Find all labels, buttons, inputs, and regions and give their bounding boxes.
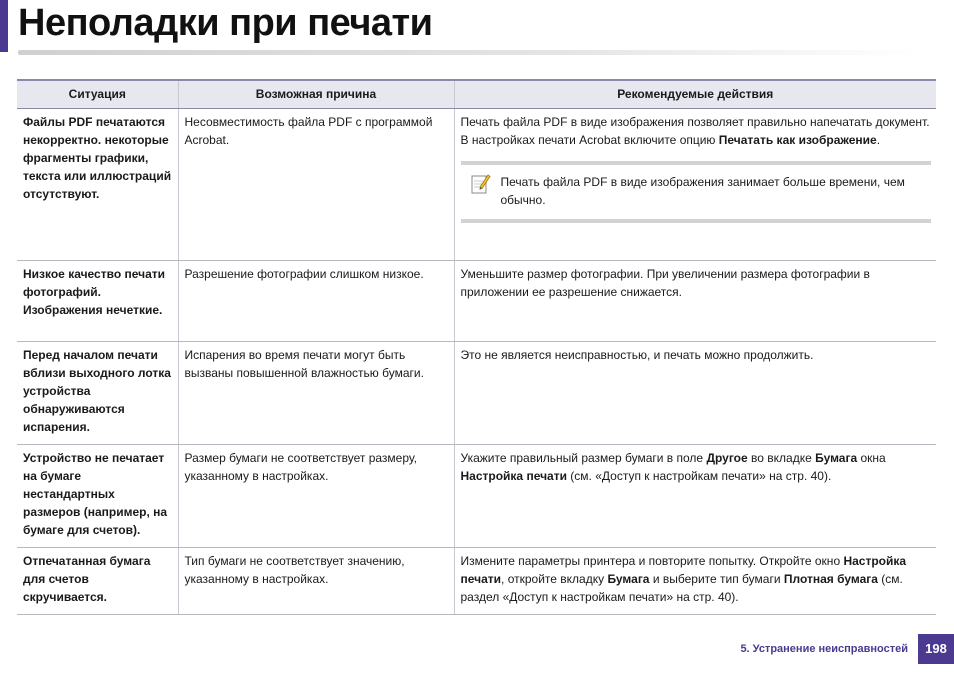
action-cell: Это не является неисправностью, и печать можно продолжить. (454, 341, 936, 444)
header-cause: Возможная причина (178, 80, 454, 108)
action-cell (454, 444, 936, 547)
table-row (17, 547, 936, 614)
action-cell: Уменьшите размер фотографии. При увеличении размера фотографии в приложении ее разрешение снижается. (454, 260, 936, 341)
note-pencil-icon (471, 173, 491, 195)
header-situation: Ситуация (17, 80, 178, 108)
action-cell (454, 108, 936, 260)
action-text: Укажите правильный размер бумаги в поле (460, 450, 707, 465)
action-bold-option: Печатать как изображение (718, 132, 877, 147)
cause-cell: Несовместимость файла PDF с программой Acrobat. (178, 108, 454, 260)
troubleshooting-table (17, 79, 936, 615)
table-row (17, 108, 936, 260)
header-action: Рекомендуемые действия (454, 80, 936, 108)
action-cell (454, 547, 936, 614)
table-header-row (17, 80, 936, 108)
action-bold-paper-type: Плотная бумага (783, 571, 878, 586)
action-bold-window: Настройка печати (460, 468, 567, 483)
title-divider (18, 50, 918, 55)
table-row (17, 341, 936, 444)
action-text: и выберите тип бумаги (649, 571, 784, 586)
cause-cell: Тип бумаги не соответствует значению, указанному в настройках. (178, 547, 454, 614)
cause-cell: Разрешение фотографии слишком низкое. (178, 260, 454, 341)
table-row (17, 260, 936, 341)
action-bold-tab: Бумага (815, 450, 858, 465)
page-title: Неполадки при печати (18, 2, 433, 44)
action-text: во вкладке (747, 450, 816, 465)
table-row (17, 444, 936, 547)
action-bold-tab: Бумага (607, 571, 650, 586)
note-text: Печать файла PDF в виде изображения занимает больше времени, чем обычно. (500, 174, 905, 207)
action-text: (см. раздел «Доступ к настройкам печати» на стр. 40). (460, 571, 903, 604)
action-text: Измените параметры принтера и повторите попытку. Откройте окно (460, 553, 844, 568)
action-bold-window: Настройка печати (460, 553, 907, 586)
action-bold-field: Другое (706, 450, 748, 465)
action-text: , откройте вкладку (501, 571, 608, 586)
page-number-badge: 198 (918, 634, 954, 664)
situation-cell: Перед началом печати вблизи выходного лотка устройства обнаруживаются испарения. (17, 341, 178, 444)
situation-cell: Файлы PDF печатаются некорректно. некоторые фрагменты графики, текста или иллюстраций отсутствуют. (17, 108, 178, 260)
action-text: окна (857, 450, 886, 465)
cause-cell: Размер бумаги не соответствует размеру, указанному в настройках. (178, 444, 454, 547)
action-text: (см. «Доступ к настройкам печати» на стр. 40). (566, 468, 832, 483)
situation-cell: Отпечатанная бумага для счетов скручивается. (17, 547, 178, 614)
situation-cell: Низкое качество печати фотографий. Изображения нечеткие. (17, 260, 178, 341)
title-accent-bar (0, 0, 8, 52)
action-text: Печать файла PDF в виде изображения позволяет правильно напечатать документ. В настройках печати Acrobat включите опцию (460, 114, 930, 147)
note-box (461, 161, 931, 223)
situation-cell: Устройство не печатает на бумаге нестандартных размеров (например, на бумаге для счетов). (17, 444, 178, 547)
cause-cell: Испарения во время печати могут быть вызваны повышенной влажностью бумаги. (178, 341, 454, 444)
footer-section-label: 5. Устранение неисправностей (740, 643, 908, 655)
action-text: . (876, 132, 881, 147)
